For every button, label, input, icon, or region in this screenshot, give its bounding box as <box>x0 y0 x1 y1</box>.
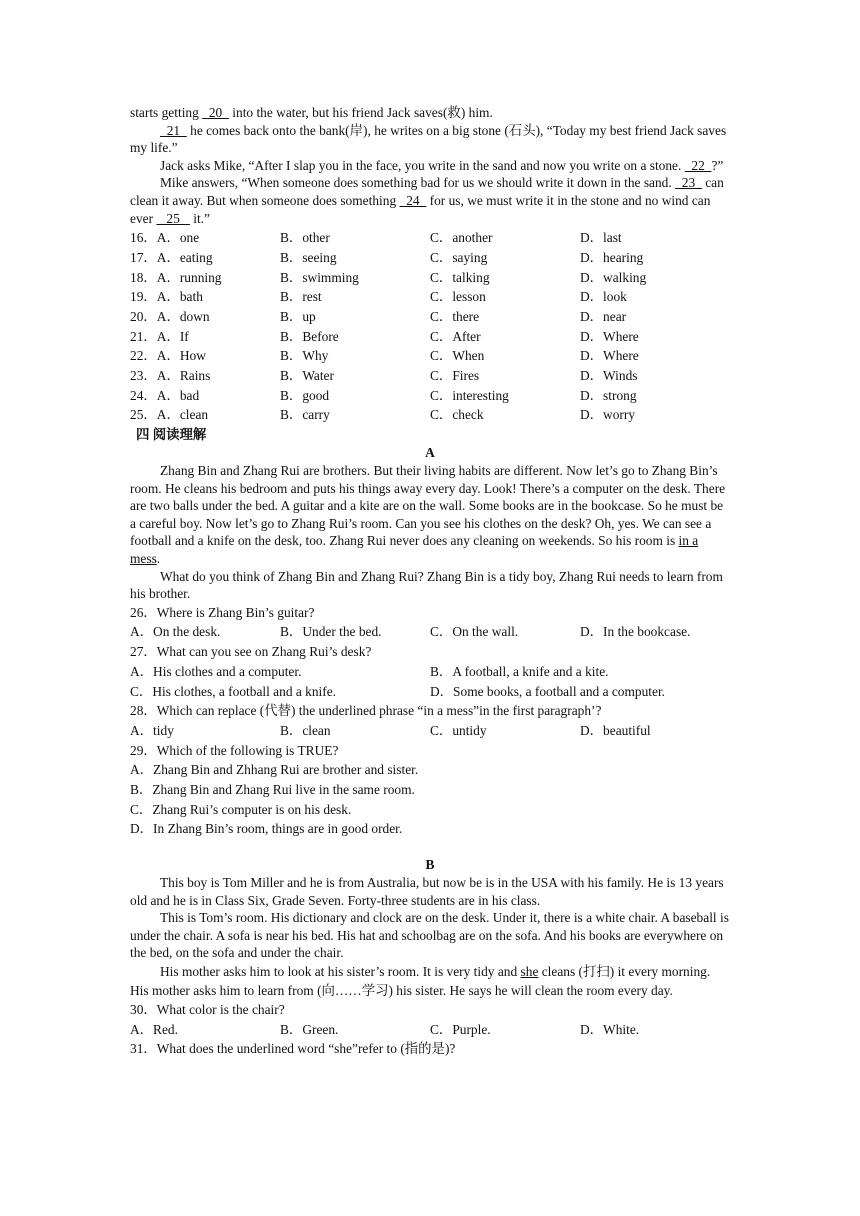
question-26-options <box>130 622 730 642</box>
underlined-phrase: in a mess <box>130 533 699 566</box>
cloze-option-b: B．rest <box>280 289 322 305</box>
question-number: 24． <box>130 387 157 403</box>
question-27-stem: 27．What can you see on Zhang Rui’s desk? <box>130 644 372 660</box>
passage-b-paragraph-3: His mother asks him to look at his sister’s room. It is very tidy and she cleans (打扫) it every morning. His mother asks him to learn from (向……学习) his sister. He says he will clean the room every day. <box>130 964 711 998</box>
q29-option-c: C．Zhang Rui’s computer is on his desk. <box>130 801 352 817</box>
question-27-options-cd <box>130 682 730 702</box>
cloze-option-b: B．other <box>280 230 330 246</box>
cloze-option-d: D．near <box>580 308 627 324</box>
option-row <box>130 287 730 307</box>
q26-option-b: B．Under the bed. <box>280 624 382 640</box>
q27-option-d: D．Some books, a football and a computer. <box>430 683 666 699</box>
option-row <box>130 405 730 425</box>
cloze-paragraph-1: starts getting 20 into the water, but his friend Jack saves(救) him. <box>130 105 493 120</box>
question-number: 16． <box>130 230 157 246</box>
question-number: 25． <box>130 407 157 423</box>
blank-23: 23 <box>675 175 702 191</box>
passage-b-paragraph-1: This boy is Tom Miller and he is from Australia, but now be is in the USA with his family. He is 13 years old and he is in Class Six, Grade Seven. Forty-three students are in his class. <box>130 875 724 908</box>
option-row <box>130 248 730 268</box>
question-number: 23． <box>130 367 157 383</box>
worksheet-page <box>130 104 730 1059</box>
q27-option-a: A．His clothes and a computer. <box>130 663 302 679</box>
cloze-option-b: B．Water <box>280 367 334 383</box>
cloze-option-a: 20．A．down <box>130 308 210 324</box>
q30-option-d: D．White. <box>580 1021 640 1037</box>
cloze-option-b: B．seeing <box>280 249 337 265</box>
q30-option-c: C．Purple. <box>430 1021 491 1037</box>
question-27-options-ab <box>130 662 730 682</box>
question-number: 18． <box>130 269 157 285</box>
cloze-option-c: C．Fires <box>430 367 480 383</box>
q26-option-c: C．On the wall. <box>430 624 519 640</box>
cloze-option-c: C．another <box>430 230 493 246</box>
option-row <box>130 307 730 327</box>
cloze-option-c: C．interesting <box>430 387 509 403</box>
question-number: 22． <box>130 348 157 364</box>
cloze-option-b: B．up <box>280 308 316 324</box>
q28-option-c: C．untidy <box>430 722 487 738</box>
option-row <box>130 366 730 386</box>
cloze-option-d: D．Where <box>580 328 639 344</box>
q30-option-a: A．Red. <box>130 1021 178 1037</box>
cloze-option-b: B．good <box>280 387 330 403</box>
cloze-option-b: B．carry <box>280 407 330 423</box>
cloze-option-a: 21．A．If <box>130 328 189 344</box>
cloze-option-d: D．strong <box>580 387 637 403</box>
question-28-options <box>130 721 730 741</box>
option-row <box>130 327 730 347</box>
cloze-option-c: C．there <box>430 308 480 324</box>
cloze-option-a: 22．A．How <box>130 348 206 364</box>
cloze-option-a: 19．A．bath <box>130 289 203 305</box>
q27-option-c: C．His clothes, a football and a knife. <box>130 683 337 699</box>
option-row <box>130 386 730 406</box>
cloze-option-c: C．After <box>430 328 481 344</box>
cloze-option-d: D．Where <box>580 348 639 364</box>
cloze-option-b: B．Why <box>280 348 329 364</box>
cloze-option-a: 17．A．eating <box>130 249 213 265</box>
underlined-word: she <box>520 964 539 979</box>
q28-option-a: A．tidy <box>130 722 174 738</box>
question-30-options <box>130 1020 730 1040</box>
cloze-option-c: C．lesson <box>430 289 486 305</box>
question-30-stem: 30．What color is the chair? <box>130 1002 285 1017</box>
blank-24: 24 <box>399 192 427 208</box>
cloze-option-b: B．Before <box>280 328 339 344</box>
question-number: 17． <box>130 249 157 265</box>
q28-option-b: B．clean <box>280 722 331 738</box>
cloze-option-c: C．When <box>430 348 485 364</box>
cloze-options <box>130 228 730 425</box>
question-26-stem: 26．Where is Zhang Bin’s guitar? <box>130 604 315 620</box>
cloze-option-a: 16．A．one <box>130 230 200 246</box>
cloze-paragraph-4: Mike answers, “When someone does something bad for us we should write it down in the sand. 23 can clean it away. But when someone does something 24 for us, we must write it in the stone and no wind can ever 25 it.” <box>130 175 724 226</box>
cloze-option-d: D．hearing <box>580 249 644 265</box>
blank-22: 22 <box>684 157 712 173</box>
cloze-option-a: 18．A．running <box>130 269 222 285</box>
cloze-paragraph-3: Jack asks Mike, “After I slap you in the face, you write in the sand and now you write on a stone. 22 ?” <box>160 157 724 173</box>
blank-20: 20 <box>202 105 229 120</box>
cloze-option-d: D．last <box>580 230 622 246</box>
passage-b-paragraph-2: This is Tom’s room. His dictionary and clock are on the desk. Under it, there is a white chair. A baseball is under the chair. A sofa is near his bed. His hat and schoolbag are on the sofa. And his books are everywhere on the bed, on the sofa and under the chair. <box>130 910 729 961</box>
question-number: 19． <box>130 289 157 305</box>
cloze-option-c: C．check <box>430 407 484 423</box>
blank-25: 25 <box>156 210 190 226</box>
q26-option-a: A．On the desk. <box>130 624 221 640</box>
q28-option-d: D．beautiful <box>580 722 651 738</box>
cloze-option-d: D．worry <box>580 407 636 423</box>
q29-option-a: A．Zhang Bin and Zhhang Rui are brother and sister. <box>130 762 419 778</box>
cloze-option-a: 25．A．clean <box>130 407 209 423</box>
cloze-option-d: D．Winds <box>580 367 638 383</box>
question-29-stem: 29．Which of the following is TRUE? <box>130 742 339 758</box>
section-title: 四 阅读理解 <box>136 427 207 443</box>
cloze-option-c: C．saying <box>430 249 488 265</box>
blank-21: 21 <box>160 122 187 138</box>
cloze-paragraph-2: 21 he comes back onto the bank(岸), he writes on a big stone (石头), “Today my best friend Jack saves my life.” <box>130 122 727 156</box>
q27-option-b: B．A football, a knife and a kite. <box>430 663 609 679</box>
option-row <box>130 268 730 288</box>
q30-option-b: B．Green. <box>280 1021 339 1037</box>
cloze-option-d: D．look <box>580 289 627 305</box>
cloze-option-b: B．swimming <box>280 269 359 285</box>
cloze-option-d: D．walking <box>580 269 647 285</box>
question-31-stem: 31．What does the underlined word “she”refer to (指的是)? <box>130 1041 456 1057</box>
cloze-option-a: 23．A．Rains <box>130 367 211 383</box>
cloze-option-c: C．talking <box>430 269 490 285</box>
cloze-option-a: 24．A．bad <box>130 387 200 403</box>
question-number: 21． <box>130 328 157 344</box>
passage-b-label: B <box>425 857 435 873</box>
q29-option-d: D．In Zhang Bin’s room, things are in good order. <box>130 821 403 837</box>
q26-option-d: D．In the bookcase. <box>580 624 691 640</box>
question-28-stem: 28．Which can replace (代替) the underlined phrase “in a mess”in the first paragraph’? <box>130 703 602 719</box>
passage-a-paragraph-2: What do you think of Zhang Bin and Zhang Rui? Zhang Bin is a tidy boy, Zhang Rui needs to learn from his brother. <box>130 568 723 602</box>
passage-a-label: A <box>425 445 435 461</box>
option-row <box>130 228 730 248</box>
passage-a-paragraph-1: Zhang Bin and Zhang Rui are brothers. But their living habits are different. Now let’s go to Zhang Bin’s room. He cleans his bedroom and puts his things away every day. Look! There’s a computer on the desk. There are two balls under the bed. A guitar and a kite are on the wall. Some books are in the bookcase. So he must be a careful boy. Now let’s go to Zhang Rui’s room. Can you see his clothes on the desk? Oh, yes. We can see a football and a knife on the desk, too. Zhang Rui never does any cleaning on weekends. So his room is in a mess. <box>130 463 726 566</box>
option-row <box>130 346 730 366</box>
question-number: 20． <box>130 308 157 324</box>
q29-option-b: B．Zhang Bin and Zhang Rui live in the same room. <box>130 781 415 797</box>
